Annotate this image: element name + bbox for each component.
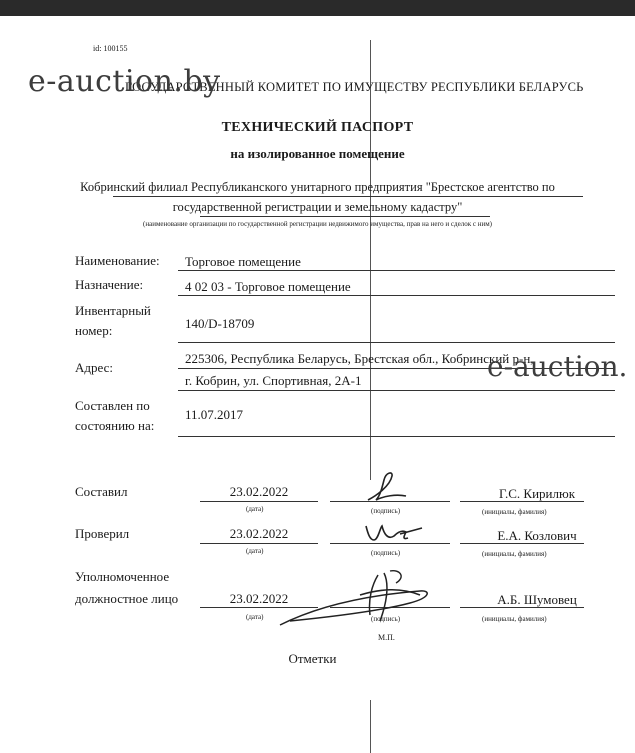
organization-line-1: Кобринский филиал Республиканского унитарного предприятия "Брестское агентство по <box>80 180 555 194</box>
watermark: e-auction.by <box>28 64 221 99</box>
initials-caption: (инициалы, фамилия) <box>482 550 547 558</box>
checked-date: 23.02.2022 <box>229 526 289 541</box>
date-caption: (дата) <box>246 505 264 513</box>
initials-caption: (инициалы, фамилия) <box>482 615 547 623</box>
state-value: 11.07.2017 <box>185 407 244 422</box>
address-value-1: 225306, Республика Беларусь, Брестская обл., Кобринский р-н, <box>185 351 534 366</box>
organization-note: (наименование организации по государственной регистрации недвижимого имущества, прав на него и сделок с ним) <box>143 220 492 228</box>
compiled-label: Составил <box>75 484 128 499</box>
signature-caption: (подпись) <box>371 549 401 557</box>
authorized-label-1: Уполномоченное <box>75 569 170 584</box>
name-label: Наименование: <box>75 253 160 268</box>
inventory-label-2: номер: <box>75 323 113 338</box>
authorized-label-2: должностное лицо <box>75 591 179 606</box>
compiled-name: Г.С. Кирилюк <box>498 486 576 501</box>
state-label-1: Составлен по <box>75 398 150 413</box>
initials-caption: (инициалы, фамилия) <box>482 508 547 516</box>
compiled-date: 23.02.2022 <box>229 484 289 499</box>
scan-edge <box>0 0 635 16</box>
fold-line <box>370 40 371 480</box>
checked-name: Е.А. Козлович <box>497 528 577 543</box>
document-id: id: 100155 <box>93 44 128 53</box>
field-underline <box>178 270 615 271</box>
document-title: ТЕХНИЧЕСКИЙ ПАСПОРТ <box>221 120 414 135</box>
signature-mark <box>260 565 450 633</box>
underline <box>200 543 318 544</box>
signature-caption: (подпись) <box>371 615 401 623</box>
committee-header: ГОСУДАРСТВЕННЫЙ КОМИТЕТ ПО ИМУЩЕСТВУ РЕСПУБЛИКИ БЕЛАРУСЬ <box>125 80 584 94</box>
signature-caption: (подпись) <box>371 507 401 515</box>
organization-line-2: государственной регистрации и земельному кадастру" <box>172 200 463 214</box>
underline <box>200 501 318 502</box>
watermark-right: e-auction. <box>487 350 628 383</box>
inventory-value: 140/D-18709 <box>185 316 255 331</box>
marks-heading: Отметки <box>288 651 337 666</box>
inventory-label-1: Инвентарный <box>75 303 151 318</box>
authorized-name: А.Б. Шумовец <box>497 592 577 607</box>
address-label: Адрес: <box>75 360 113 375</box>
state-label-2: состоянию на: <box>75 418 155 433</box>
signature-mark <box>362 470 412 506</box>
name-value: Торговое помещение <box>185 254 301 269</box>
checked-label: Проверил <box>75 526 130 541</box>
field-underline <box>178 342 615 343</box>
underline <box>200 216 490 217</box>
document-subtitle: на изолированное помещение <box>230 146 405 161</box>
address-value-2: г. Кобрин, ул. Спортивная, 2А-1 <box>185 373 362 388</box>
signature-mark <box>362 520 432 546</box>
underline <box>113 196 583 197</box>
purpose-label: Назначение: <box>75 277 144 292</box>
date-caption: (дата) <box>246 613 264 621</box>
authorized-date: 23.02.2022 <box>229 591 289 606</box>
stamp-mark: М.П. <box>378 633 395 642</box>
field-underline <box>178 295 615 296</box>
date-caption: (дата) <box>246 547 264 555</box>
field-underline <box>178 436 615 437</box>
field-underline <box>178 390 615 391</box>
purpose-value: 4 02 03 - Торговое помещение <box>185 279 351 294</box>
fold-line-lower <box>370 700 371 753</box>
